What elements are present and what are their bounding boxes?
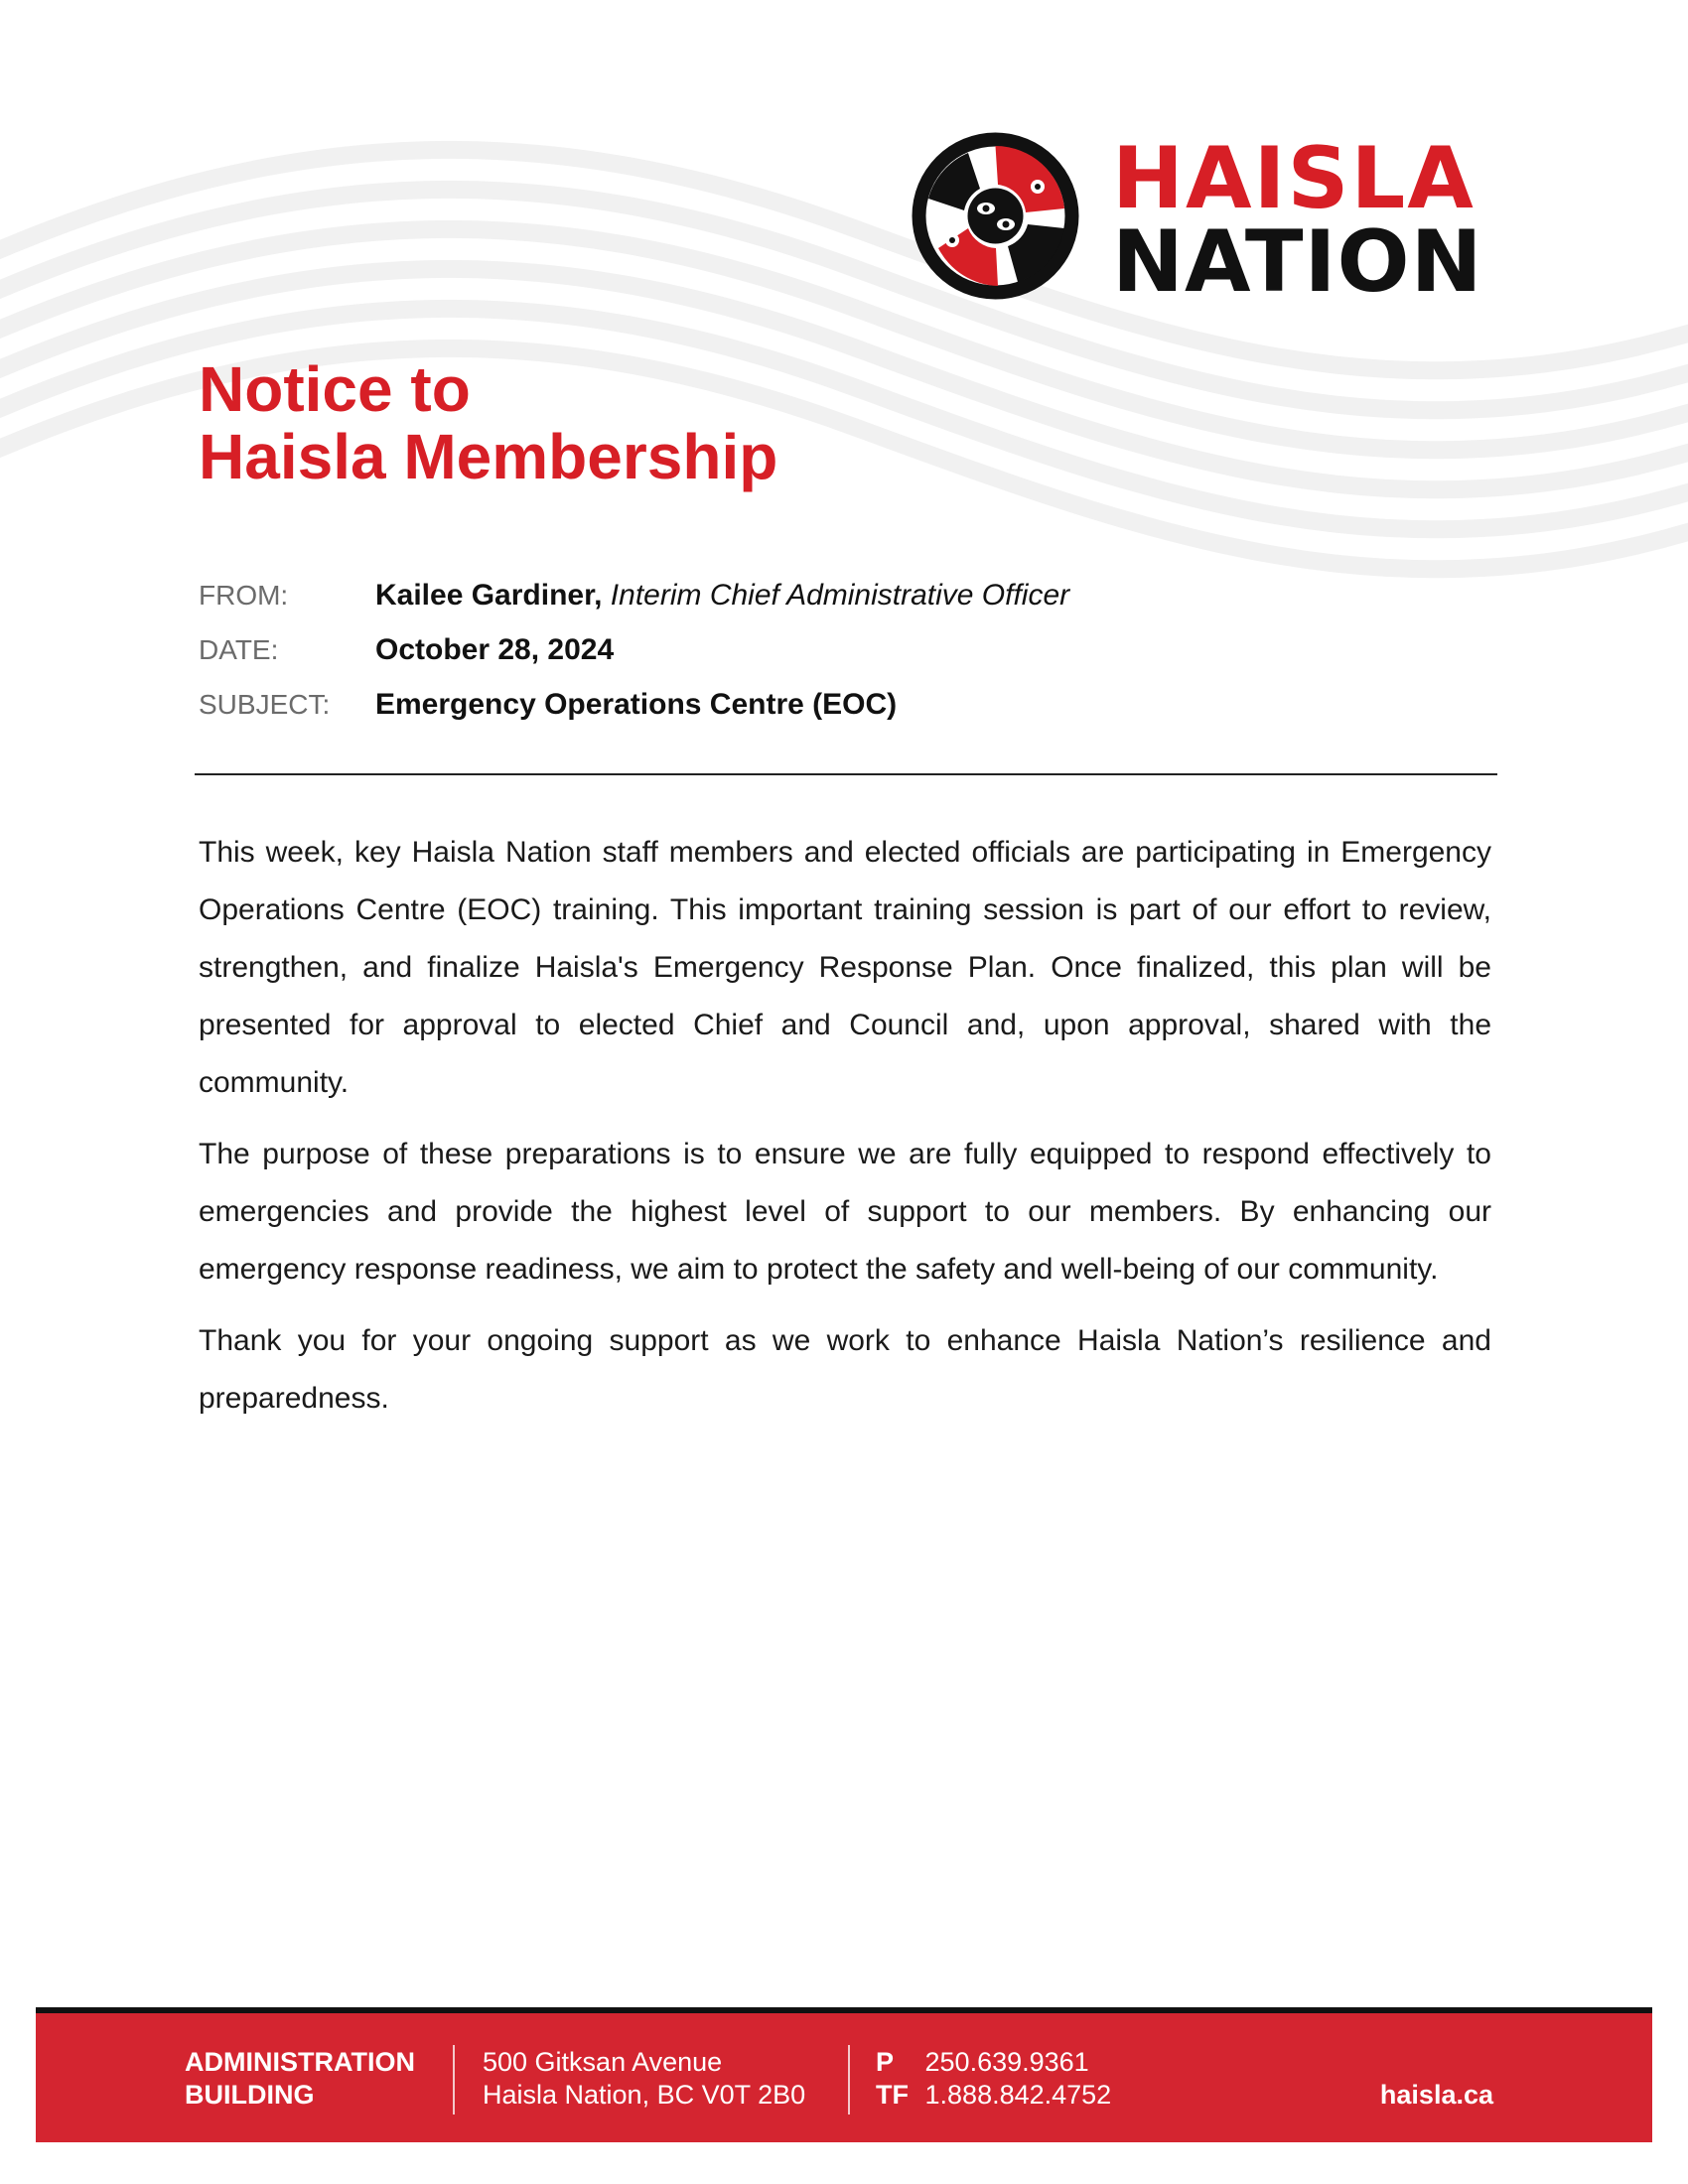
subject-value: Emergency Operations Centre (EOC) <box>375 687 898 721</box>
footer-tollfree <box>876 2079 1111 2112</box>
footer-building <box>185 2046 415 2112</box>
memo-header <box>199 568 1069 732</box>
memo-body <box>199 824 1491 1441</box>
title-line1: Notice to <box>199 353 471 425</box>
footer-contact <box>876 2046 1111 2112</box>
footer-bar <box>36 2013 1652 2142</box>
date-value: October 28, 2024 <box>375 632 615 666</box>
title-line2: Haisla Membership <box>199 421 778 492</box>
footer-building-line2: BUILDING <box>185 2080 315 2110</box>
date-label: DATE: <box>199 633 279 665</box>
header-divider <box>195 773 1497 775</box>
tollfree-number[interactable]: 1.888.842.4752 <box>924 2080 1112 2110</box>
phone-label: P <box>876 2047 895 2077</box>
haisla-emblem-logo <box>909 129 1082 303</box>
date-row <box>199 622 1069 677</box>
footer-address-line2: Haisla Nation, BC V0T 2B0 <box>483 2080 806 2110</box>
page-title <box>199 355 777 490</box>
body-paragraph: This week, key Haisla Nation staff members and elected officials are participating in Emergency Operations Centre (EOC) training. This important training session is part of our effort to review, strengthen, and finalize Haisla's Emergency Response Plan. Once finalized, this plan will be presented for approval to elected Chief and Council and, upon approval, shared with the community. <box>199 836 1491 1099</box>
from-name: Kailee Gardiner, <box>375 578 603 612</box>
footer-building-line1: ADMINISTRATION <box>185 2047 415 2077</box>
from-role: Interim Chief Administrative Officer <box>610 578 1070 612</box>
footer-phone <box>876 2046 1111 2079</box>
haisla-nation-wordmark <box>1112 129 1483 312</box>
footer-divider <box>848 2045 850 2115</box>
body-paragraph: Thank you for your ongoing support as we work to enhance Haisla Nation’s resilience and preparedness. <box>199 1324 1491 1415</box>
website-link[interactable]: haisla.ca <box>1379 2080 1493 2110</box>
wordmark-line2: NATION <box>1112 212 1483 312</box>
from-label: FROM: <box>199 579 289 611</box>
footer-address-line1: 500 Gitksan Avenue <box>483 2047 723 2077</box>
from-row <box>199 568 1069 622</box>
footer-address <box>483 2046 805 2112</box>
from-value <box>375 579 1069 613</box>
subject-row <box>199 677 1069 732</box>
subject-label: SUBJECT: <box>199 688 331 720</box>
body-paragraph: The purpose of these preparations is to ensure we are fully equipped to respond effectively to emergencies and provide the highest level of support to our members. By enhancing our emergency response readiness, we aim to protect the safety and well-being of our community. <box>199 1138 1491 1286</box>
wordmark-line1: HAISLA <box>1112 129 1476 228</box>
footer-divider <box>453 2045 455 2115</box>
phone-number[interactable]: 250.639.9361 <box>924 2047 1089 2077</box>
tollfree-label: TF <box>876 2080 909 2110</box>
